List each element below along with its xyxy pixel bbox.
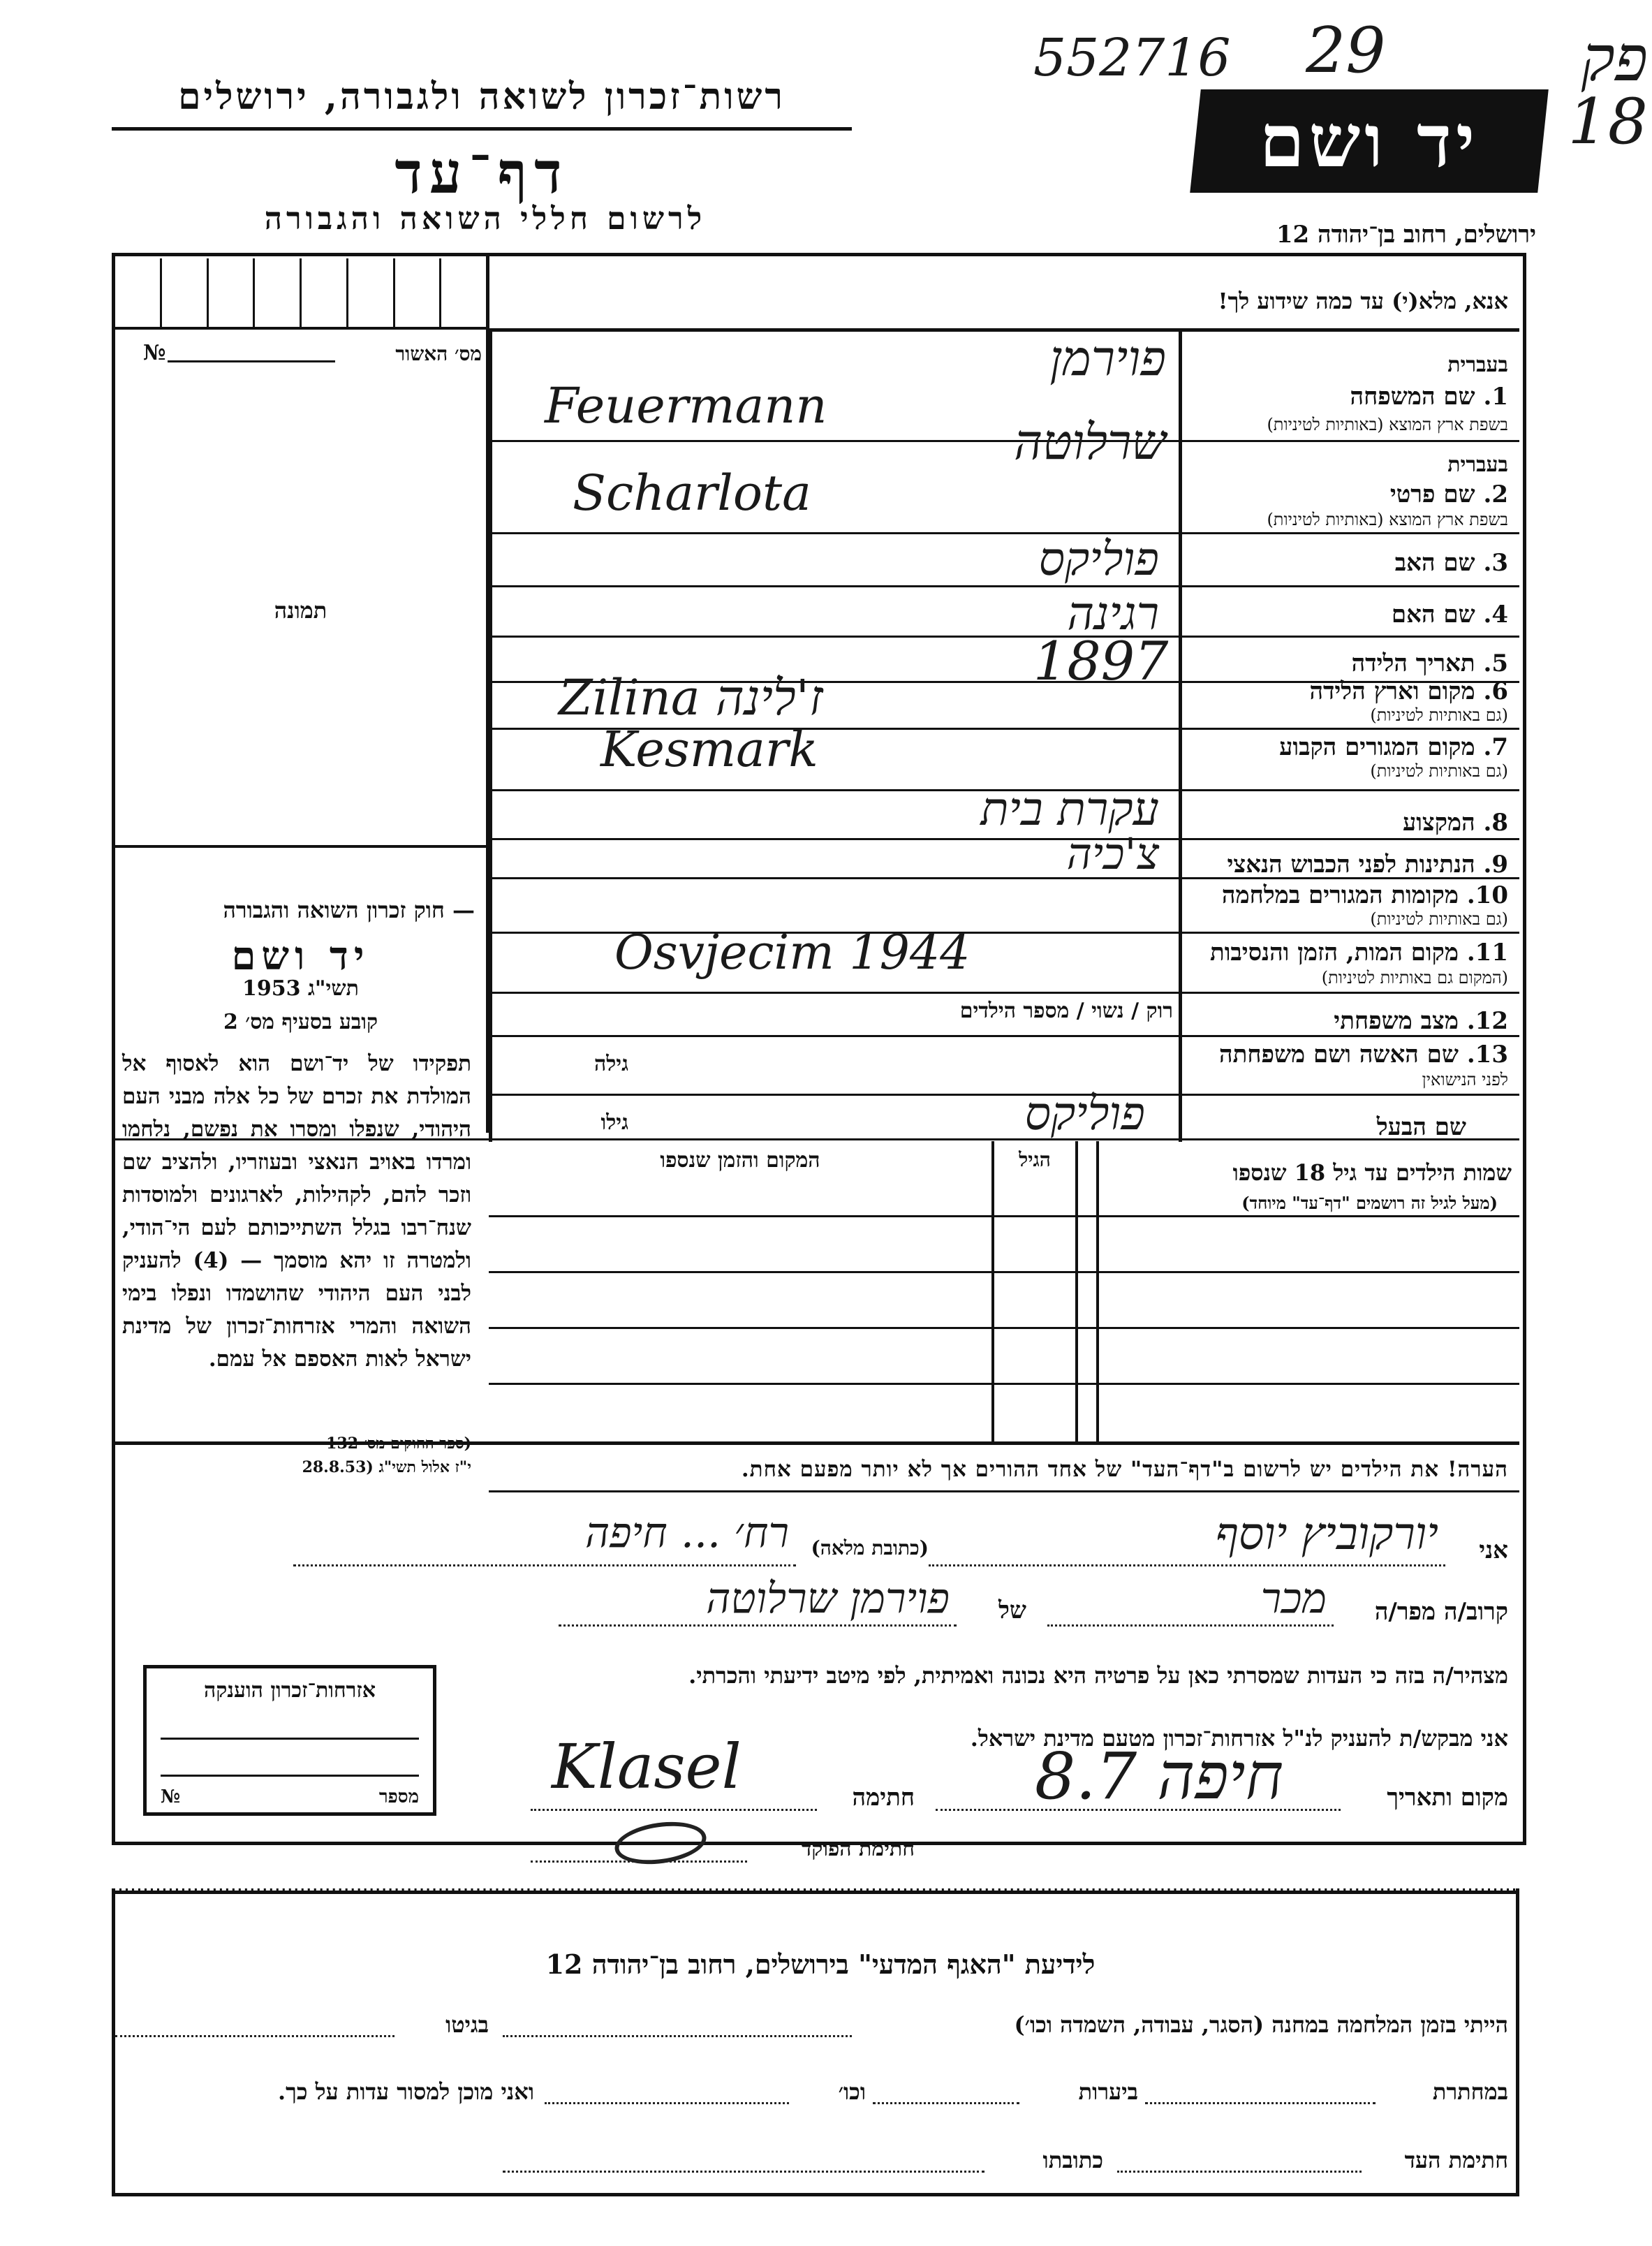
address: ירושלים, רחוב בן־יהודה 12 xyxy=(1276,221,1536,249)
children-col-1 xyxy=(991,1141,994,1441)
field-8-value[interactable]: עקרת בית xyxy=(980,782,1159,836)
footer-line1-ghetto: בגיטו xyxy=(445,2011,489,2038)
field-5-label: 5. תאריך הלידה xyxy=(1351,649,1508,677)
folder-mark: פק 18 xyxy=(1568,22,1648,159)
authority-name: רשות־זכרון לשואה ולגבורה, ירושלים xyxy=(178,75,786,118)
header-underline xyxy=(112,127,852,131)
stamp-title: אזרחות־זכרון הוענקה xyxy=(203,1678,376,1703)
law-date: י"ז אלול תשי"ג (28.8.53 xyxy=(302,1458,471,1476)
field-2-value-latin[interactable]: Scharlota xyxy=(573,464,811,522)
lang-hebrew-1: בעברית xyxy=(1447,353,1508,377)
of-value[interactable]: פוירמן שרלוטה xyxy=(706,1574,950,1623)
children-place-header: המקום והזמן שנספו xyxy=(660,1148,820,1173)
age-label-wife: גילה xyxy=(593,1052,628,1076)
law-text: תפקידו של יד־ושם הוא לאסוף אל המולדת את זכרם של כל אלה מבני העם היהודי, שנפלו ומסרו את נפשם, נלחמו ומרדו באויב הנאצי ובעוזריו, ולהציב שם וזכר להם, לקהילות, לארגונים ולמוסדות שנח־רבו בגלל השתייכותם לעם הי־הודי, ולמטרה זו יהא מוסמך — (4) להעניק לבני העם היהודי שהושמדו ונפלו בימי השואה והמרי אזרחות־זכרון של מדינת ישראל לאות האספם אל עמם. xyxy=(122,1051,471,1372)
field-6-note: (גם באותיות לטיניות) xyxy=(1370,705,1508,725)
footer-line2-willing: ואני מוכן למסור עדות על כך. xyxy=(277,2078,534,2105)
field-8-label: 8. המקצוע xyxy=(1402,809,1508,837)
declaration-address-label: (כתובת מלאה) xyxy=(811,1536,929,1559)
field-1-label: 1. שם המשפחה xyxy=(1350,383,1508,411)
place-date-label: מקום ותאריך xyxy=(1387,1784,1508,1812)
request-text: אני מבקש/ת להעניק לנ"ל אזרחות־זכרון מטעם מדינת ישראל. xyxy=(970,1725,1508,1752)
form-title: דף־עד xyxy=(394,140,569,207)
field-11-label: 11. מקום המות, הזמן והנסיבות xyxy=(1209,939,1508,967)
cert-box-bottom xyxy=(115,327,486,330)
footer-line1-blank xyxy=(503,2035,852,2037)
footer-line1-text: הייתי בזמן המלחמה במחנה (הסגר, עבודה, השמדה וכו׳) xyxy=(1014,2011,1508,2038)
law-year: תשי"ג 1953 xyxy=(242,976,359,1001)
cert-number-boxes xyxy=(115,258,486,327)
field-7-note: (גם באותיות לטיניות) xyxy=(1370,761,1508,781)
footer-divider xyxy=(115,1888,1519,1894)
field-4-value[interactable]: רגינה xyxy=(1067,587,1159,640)
footer-line2-forests: ביערות xyxy=(1078,2078,1138,2105)
field-6-value[interactable]: Zilina ז'לינה xyxy=(559,669,823,726)
footer-line3-blank-a xyxy=(1117,2171,1362,2173)
children-note: (מעל לגיל זה רושמים "דף־עד" מיוחד) xyxy=(1241,1193,1498,1213)
children-bottom xyxy=(115,1441,1519,1445)
footer-line3-address: כתובתו xyxy=(1042,2147,1103,2173)
field-2-label: 2. שם פרטי xyxy=(1389,480,1508,508)
footer-line2-underground: במחתרת xyxy=(1432,2078,1508,2105)
footer-line2-blank-c xyxy=(545,2102,789,2104)
of-label: של xyxy=(998,1597,1026,1624)
age-label-husband: גילו xyxy=(600,1110,628,1135)
field-12-label: 12. מצב משפחתי xyxy=(1334,1007,1508,1035)
footer-right-border xyxy=(1516,1888,1519,2196)
children-title: שמות הילדים עד גיל 18 שנספו xyxy=(1232,1159,1512,1186)
footer-left-border xyxy=(112,1888,115,2196)
signature-value[interactable]: Klasel xyxy=(552,1731,742,1803)
signature-line xyxy=(531,1809,817,1811)
field-2-value-hebrew[interactable]: שרלוטה xyxy=(1014,413,1166,471)
footer-line2-etc: וכו׳ xyxy=(838,2078,866,2105)
field-1-value-latin[interactable]: Feuermann xyxy=(545,377,827,434)
relative-value[interactable]: מכר xyxy=(1260,1574,1327,1623)
label-column-divider xyxy=(1179,332,1182,1142)
children-col-3 xyxy=(1096,1141,1099,1441)
field-7-label: 7. מקום המגורים הקבוע xyxy=(1279,733,1508,761)
field-7-value[interactable]: Kesmark xyxy=(600,721,818,778)
children-row-line-1 xyxy=(489,1271,1519,1273)
field-3-label: 3. שם האב xyxy=(1394,549,1508,577)
declaration-i-label: אני xyxy=(1479,1536,1508,1564)
footer-title: לידיעת "האגף המדעי" בירושלים, רחוב בן־יהודה 12 xyxy=(545,1948,1096,1980)
footer-line2-blank-b xyxy=(873,2102,1019,2104)
field-3-value[interactable]: פוליקס xyxy=(1038,532,1159,586)
value-column-left-border xyxy=(489,332,492,1142)
field-11-row xyxy=(489,992,1519,994)
footer-line1-ghetto-blank xyxy=(115,2035,394,2037)
stamp-number-mark: № xyxy=(161,1786,181,1807)
declaration-i-value[interactable]: יורקוביץ יוסף xyxy=(1215,1509,1438,1560)
marital-options: רוק / נשוי / מספר הילדים xyxy=(959,999,1173,1023)
field-13-note: לפני הנישואין xyxy=(1422,1070,1508,1089)
field-12-row xyxy=(489,1035,1519,1037)
field-4-label: 4. שם האם xyxy=(1391,601,1508,629)
photo-label: תמונה xyxy=(274,597,327,624)
husband-row xyxy=(115,1138,1519,1140)
stamp-number-label: מספר xyxy=(378,1786,419,1807)
field-5-value[interactable]: 1897 xyxy=(1033,630,1169,692)
field-10-label: 10. מקומות המגורים במלחמה xyxy=(1221,881,1508,909)
law-name: יד ושם xyxy=(231,933,370,979)
footer-line3-witness-sig: חתימת העד xyxy=(1404,2147,1508,2173)
relative-label: קרוב/ה מפר/ה xyxy=(1374,1598,1508,1626)
field-13-label: 13. שם האשה ושם משפחתה xyxy=(1219,1041,1508,1069)
remark-underline xyxy=(489,1490,1519,1492)
field-6-label: 6. מקום וארץ הלידה xyxy=(1309,677,1508,705)
cert-number-mark: № xyxy=(143,341,166,365)
form-subtitle: לרשום חללי השואה והגבורה xyxy=(264,201,707,237)
lang-hebrew-2: בעברית xyxy=(1447,453,1508,477)
field-11-note: (המקום גם באותיות לטיניות) xyxy=(1321,968,1508,988)
of-line xyxy=(559,1624,957,1627)
children-col-2 xyxy=(1075,1141,1078,1441)
field-10-note: (גם באותיות לטיניות) xyxy=(1370,909,1508,929)
children-header-line xyxy=(489,1215,1519,1217)
field-11-value[interactable]: Osvjecim 1944 xyxy=(614,925,971,981)
field-1-value-hebrew[interactable]: פוירמן xyxy=(1049,330,1166,387)
field-2-native-note: בשפת ארץ המוצא (באותיות לטיניות) xyxy=(1267,510,1508,529)
children-row-line-2 xyxy=(489,1327,1519,1329)
field-9-label: 9. הנתינות לפני הכבוש הנאצי xyxy=(1227,851,1508,879)
declaration-text: מצהיר/ה בזה כי העדות שמסרתי כאן על פרטיה היא נכונה ואמיתית, לפי מיטב ידיעתי והכרתי. xyxy=(688,1662,1508,1689)
cert-number-label: מס׳ האשור xyxy=(395,342,482,365)
photo-box-bottom xyxy=(115,845,486,848)
yad-vashem-logo: יד ושם xyxy=(1190,89,1549,193)
page-number: 29 xyxy=(1306,14,1386,87)
law-title: — חוק זכרון השואה והגבורה xyxy=(223,897,475,923)
relative-line xyxy=(1047,1624,1334,1627)
declaration-i-line xyxy=(929,1564,1445,1566)
declaration-address-line xyxy=(293,1564,796,1566)
cert-number-line xyxy=(168,360,335,362)
remark: הערה! את הילדים יש לרשום ב"דף־העד" של אחד ההורים אך לא יותר מפעם אחת. xyxy=(741,1457,1508,1482)
footer-bottom-border xyxy=(112,2193,1519,2196)
field-4-row xyxy=(489,636,1519,638)
children-row-line-3 xyxy=(489,1383,1519,1385)
officer-label: חתימת הפוקד xyxy=(801,1837,915,1861)
children-age-header: הגיל xyxy=(1019,1148,1051,1171)
field-1-native-note: בשפת ארץ המוצא (באותיות לטיניות) xyxy=(1267,415,1508,434)
signature-label: חתימה xyxy=(852,1784,915,1812)
husband-label: שם הבעל xyxy=(1376,1113,1466,1141)
footer-line2-blank-a xyxy=(1145,2102,1376,2104)
field-9-row xyxy=(489,877,1519,879)
declaration-address-value[interactable]: רח׳ ... חיפה xyxy=(584,1509,789,1557)
husband-value[interactable]: פוליקס xyxy=(1024,1087,1145,1140)
place-date-value[interactable]: חיפה 8.7 xyxy=(1034,1739,1284,1814)
field-9-value[interactable]: צ'כיה xyxy=(1066,828,1159,879)
law-clause: קובע בסעיף מס׳ 2 xyxy=(223,1010,378,1034)
document-number: 552716 xyxy=(1033,28,1231,88)
footer-line3-blank-b xyxy=(503,2171,984,2173)
citizenship-stamp-box xyxy=(143,1665,436,1816)
instruction: אנא, מלא(י) עד כמה שידוע לך! xyxy=(1218,288,1508,314)
